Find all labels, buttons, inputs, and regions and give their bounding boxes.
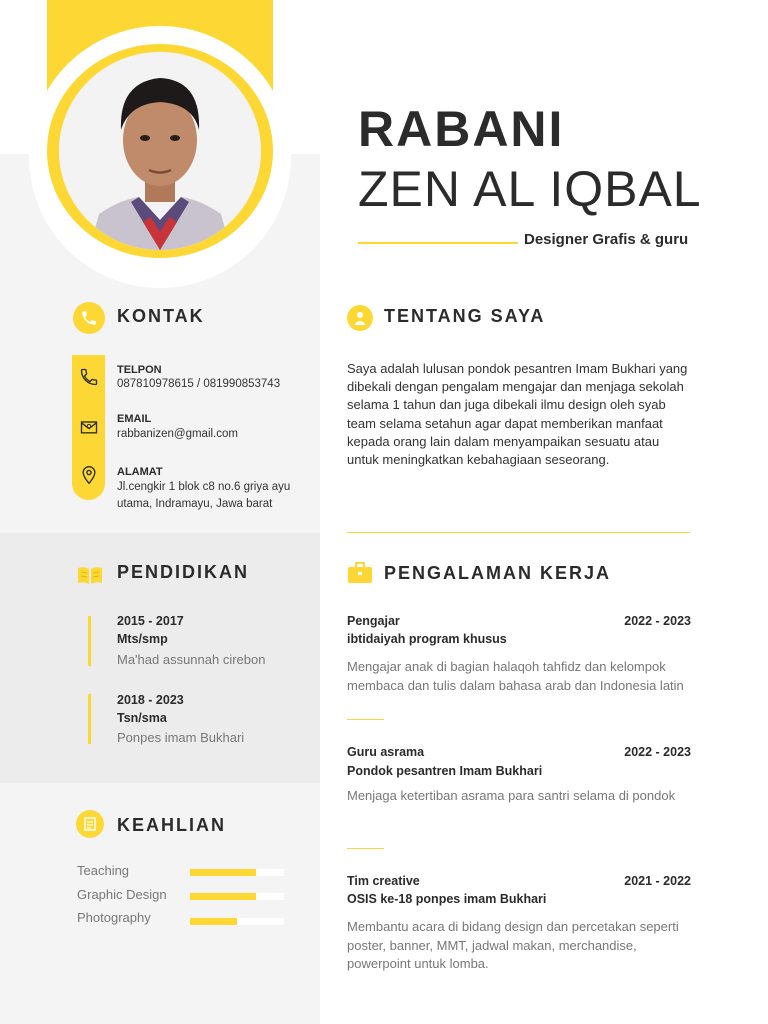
skill-bar-fill [190, 918, 237, 925]
book-icon [76, 561, 104, 589]
job-description: Menjaga ketertiban asrama para santri selama di pondok [347, 788, 676, 803]
education-years: 2015 - 2017 [117, 614, 184, 628]
education-school: Ma'had assunnah cirebon [117, 652, 266, 667]
job-organization: ibtidaiyah program khusus [347, 632, 507, 646]
job-years: 2021 - 2022 [624, 874, 691, 888]
skill-name: Teaching [77, 863, 130, 878]
skill-bar-fill [190, 893, 256, 900]
education-years: 2018 - 2023 [117, 693, 184, 707]
contact-address-label: ALAMAT [117, 466, 163, 478]
skill-name: Photography [77, 910, 151, 925]
briefcase-icon [346, 559, 374, 587]
education-level: Tsn/sma [117, 711, 167, 725]
job-role: Guru asrama [347, 745, 425, 759]
section-divider [347, 532, 690, 533]
education-level: Mts/smp [117, 632, 168, 646]
email-icon [78, 416, 100, 438]
contact-address-value: Jl.cengkir 1 blok c8 no.6 griya ayu utama, Indramayu, Jawa barat [117, 481, 291, 510]
contact-phone-label: TELPON [117, 364, 162, 376]
about-section-title: TENTANG SAYA [384, 306, 546, 326]
job-organization: OSIS ke-18 ponpes imam Bukhari [347, 892, 547, 906]
user-circle-icon [347, 305, 373, 331]
job-organization: Pondok pesantren Imam Bukhari [347, 764, 543, 778]
skill-bar [190, 869, 284, 876]
skill-bar-fill [190, 869, 256, 876]
job-role: Pengajar [347, 614, 400, 628]
job-years: 2022 - 2023 [624, 745, 691, 759]
title-underline [358, 242, 518, 244]
contact-section-title: KONTAK [117, 306, 205, 326]
job-description: Mengajar anak di bagian halaqoh tahfidz dan kelompok membaca dan tulis dalam bahasa arab dan Indonesia latin [347, 659, 684, 693]
location-pin-icon [78, 464, 100, 486]
skill-bar [190, 918, 284, 925]
first-name: RABANI [358, 101, 565, 157]
skill-bar [190, 893, 284, 900]
last-name: ZEN AL IQBAL [358, 161, 702, 217]
skills-section-title: KEAHLIAN [117, 815, 226, 835]
education-timeline-bar [88, 694, 91, 744]
phone-circle-icon [73, 302, 105, 334]
job-description: Membantu acara di bidang design dan percetakan seperti poster, banner, MMT, jadwal makan, merchandise, powerpoint untuk lomba. [347, 919, 679, 971]
contact-phone-value: 087810978615 / 081990853743 [117, 378, 281, 390]
experience-section-title: PENGALAMAN KERJA [384, 563, 612, 583]
education-timeline-bar [88, 616, 91, 666]
education-section-title: PENDIDIKAN [117, 562, 250, 582]
education-school: Ponpes imam Bukhari [117, 730, 245, 745]
profile-photo [59, 52, 261, 250]
contact-email-label: EMAIL [117, 413, 152, 425]
job-separator [347, 719, 384, 720]
job-years: 2022 - 2023 [624, 614, 691, 628]
job-separator [347, 848, 384, 849]
skill-name: Graphic Design [77, 887, 167, 902]
job-role: Tim creative [347, 874, 420, 888]
phone-icon [78, 366, 100, 388]
contact-email-value: rabbanizen@gmail.com [117, 428, 238, 440]
about-text: Saya adalah lulusan pondok pesantren Imam Bukhari yang dibekali dengan pengalam mengajar dan menjaga sekolah selama 1 tahun dan juga dibekali ilmu design oleh syab team selama setahun agar dapat memberikan manfaat kepada orang lain dalam menyampaikan sesuatu atau untuk meningkatkan kebahagiaan seseorang. [347, 361, 688, 468]
job-title: Designer Grafis & guru [524, 231, 689, 248]
skills-circle-icon [76, 810, 104, 838]
